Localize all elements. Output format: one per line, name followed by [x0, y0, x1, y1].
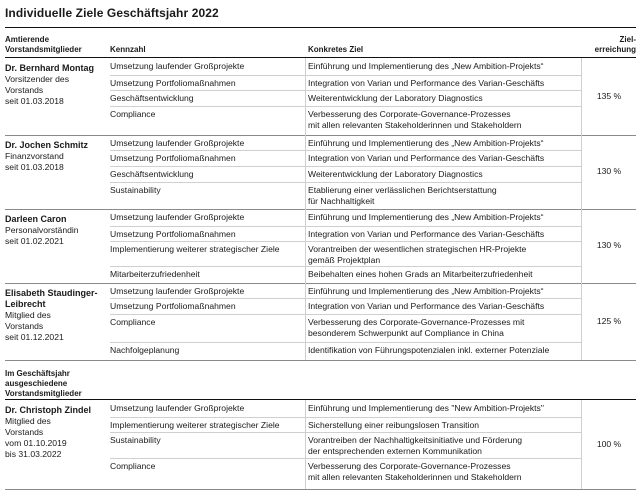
kennzahl-cell: Umsetzung Portfoliomaßnahmen [110, 301, 236, 311]
ziel-cell: Einführung und Implementierung des „New Ambition-Projekts“ [308, 212, 544, 222]
ziel-cell: Weiterentwicklung der Laboratory Diagnostics [308, 93, 483, 103]
page-title: Individuelle Ziele Geschäftsjahr 2022 [5, 6, 219, 20]
ziel-cell: Einführung und Implementierung des „New Ambition-Projekts“ [308, 138, 544, 148]
column-divider [305, 135, 306, 209]
row-divider [110, 241, 581, 242]
member-divider [5, 360, 636, 361]
section-rule [5, 399, 636, 400]
header-ziel: Konkretes Ziel [308, 45, 364, 54]
ziel-cell: Integration von Varian und Performance des Varian-Geschäfts [308, 78, 545, 88]
achievement-value: 100 % [596, 439, 622, 449]
row-divider [110, 314, 581, 315]
ziel-cell: Etablierung einer verlässlichen Berichtserstattung [308, 185, 497, 195]
ziel-cell: Integration von Varian und Performance des Varian-Geschäfts [308, 229, 545, 239]
achievement-value: 125 % [596, 316, 622, 326]
ziel-cell: Identifikation von Führungspotenzialen inkl. externer Potenziale [308, 345, 550, 355]
member-divider [5, 135, 636, 136]
kennzahl-cell: Umsetzung Portfoliomaßnahmen [110, 78, 236, 88]
member-role: Mitglied des [5, 310, 51, 320]
member-role: Personalvorständin [5, 225, 79, 235]
kennzahl-cell: Umsetzung laufender Großprojekte [110, 138, 245, 148]
row-divider [110, 106, 581, 107]
ziel-cell: Einführung und Implementierung des „New Ambition-Projekts“ [308, 286, 544, 296]
row-divider [110, 298, 581, 299]
kennzahl-cell: Umsetzung laufender Großprojekte [110, 403, 245, 413]
member-name: Darleen Caron [5, 214, 67, 224]
member-role: seit 01.03.2018 [5, 96, 64, 106]
row-divider [110, 342, 581, 343]
ziel-cell: Vorantreiben der Nachhaltigkeitsinitiative und Förderung [308, 435, 523, 445]
achievement-value: 130 % [596, 166, 622, 176]
ziel-cell: Einführung und Implementierung des "New Ambition-Projekts" [308, 403, 544, 413]
ziel-cell: Integration von Varian und Performance des Varian-Geschäfts [308, 153, 545, 163]
ziel-cell: Vorantreiben der wesentlichen strategischen HR-Projekte [308, 244, 527, 254]
ziel-cell: mit allen relevanten Stakeholderinnen und Stakeholdern [308, 472, 522, 482]
kennzahl-cell: Sustainability [110, 185, 161, 195]
kennzahl-cell: Umsetzung laufender Großprojekte [110, 212, 245, 222]
kennzahl-cell: Umsetzung laufender Großprojekte [110, 286, 245, 296]
member-name: Dr. Bernhard Montag [5, 63, 95, 73]
kennzahl-cell: Compliance [110, 461, 156, 471]
member-role: Mitglied des [5, 416, 51, 426]
column-divider [305, 58, 306, 135]
member-role: Vorstands [5, 85, 44, 95]
row-divider [110, 458, 581, 459]
kennzahl-cell: Sustainability [110, 435, 161, 445]
section-label-line: Im Geschäftsjahr [5, 369, 70, 378]
ziel-cell: besonderem Schwerpunkt auf Compliance in China [308, 328, 504, 338]
member-divider [5, 283, 636, 284]
member-role: Vorsitzender des [5, 74, 70, 84]
kennzahl-cell: Implementierung weiterer strategischer Ziele [110, 244, 280, 254]
row-divider [110, 432, 581, 433]
ziel-cell: Einführung und Implementierung des „New Ambition-Projekts“ [308, 61, 544, 71]
member-role: Vorstands [5, 427, 44, 437]
header-erreichung-line: erreichung [594, 45, 636, 54]
member-name: Elisabeth Staudinger- [5, 288, 98, 298]
header-members-line: Amtierende [5, 35, 50, 44]
member-name: Dr. Jochen Schmitz [5, 140, 89, 150]
header-erreichung-line: Ziel- [619, 35, 636, 44]
row-divider [110, 90, 581, 91]
kennzahl-cell: Mitarbeiterzufriedenheit [110, 269, 200, 279]
kennzahl-cell: Umsetzung Portfoliomaßnahmen [110, 153, 236, 163]
header-erreichung [590, 35, 636, 55]
row-divider [110, 166, 581, 167]
ziel-cell: Integration von Varian und Performance des Varian-Geschäfts [308, 301, 545, 311]
row-divider [110, 182, 581, 183]
member-role: Finanzvorstand [5, 151, 64, 161]
kennzahl-cell: Nachfolgeplanung [110, 345, 180, 355]
member-role: seit 01.03.2018 [5, 162, 64, 172]
row-divider [110, 417, 581, 418]
ziel-cell: mit allen relevanten Stakeholderinnen und Stakeholdern [308, 120, 522, 130]
ziel-cell: Verbesserung des Corporate-Governance-Prozesses mit [308, 317, 525, 327]
achievement-value: 130 % [596, 240, 622, 250]
member-role: bis 31.03.2022 [5, 449, 62, 459]
member-role: seit 01.12.2021 [5, 332, 64, 342]
ziel-cell: für Nachhaltigkeit [308, 196, 375, 206]
kennzahl-cell: Umsetzung Portfoliomaßnahmen [110, 229, 236, 239]
row-divider [110, 266, 581, 267]
member-role: Vorstands [5, 321, 44, 331]
ziel-cell: Verbesserung des Corporate-Governance-Prozesses [308, 109, 511, 119]
member-name: Leibrecht [5, 299, 46, 309]
column-divider [305, 209, 306, 283]
row-divider [110, 226, 581, 227]
member-divider [5, 209, 636, 210]
kennzahl-cell: Geschäftsentwicklung [110, 169, 194, 179]
ziel-cell: Verbesserung des Corporate-Governance-Prozesses [308, 461, 511, 471]
member-name: Dr. Christoph Zindel [5, 405, 92, 415]
member-role: seit 01.02.2021 [5, 236, 64, 246]
header-kennzahl: Kennzahl [110, 45, 146, 54]
ziel-cell: Sicherstellung einer reibungslosen Transition [308, 420, 480, 430]
column-divider [305, 400, 306, 489]
section-label-line: ausgeschiedene [5, 379, 68, 388]
ziel-cell: gemäß Projektplan [308, 255, 381, 265]
ziel-cell: der entsprechenden externen Kommunikation [308, 446, 482, 456]
kennzahl-cell: Compliance [110, 109, 156, 119]
header-members-line: Vorstandsmitglieder [5, 45, 82, 54]
header-members [5, 35, 82, 55]
kennzahl-cell: Geschäftsentwicklung [110, 93, 194, 103]
kennzahl-cell: Compliance [110, 317, 156, 327]
section-former-members [5, 369, 82, 399]
row-divider [110, 150, 581, 151]
member-divider [5, 489, 636, 490]
title-rule [5, 27, 636, 28]
achievement-value: 135 % [596, 91, 622, 101]
kennzahl-cell: Umsetzung laufender Großprojekte [110, 61, 245, 71]
member-role: vom 01.10.2019 [5, 438, 67, 448]
ziel-cell: Beibehalten eines hohen Grads an Mitarbeiterzufriedenheit [308, 269, 533, 279]
column-divider [305, 283, 306, 360]
section-label-line: Vorstandsmitglieder [5, 389, 82, 398]
row-divider [110, 75, 581, 76]
header-rule [5, 57, 636, 58]
kennzahl-cell: Implementierung weiterer strategischer Ziele [110, 420, 280, 430]
ziel-cell: Weiterentwicklung der Laboratory Diagnostics [308, 169, 483, 179]
